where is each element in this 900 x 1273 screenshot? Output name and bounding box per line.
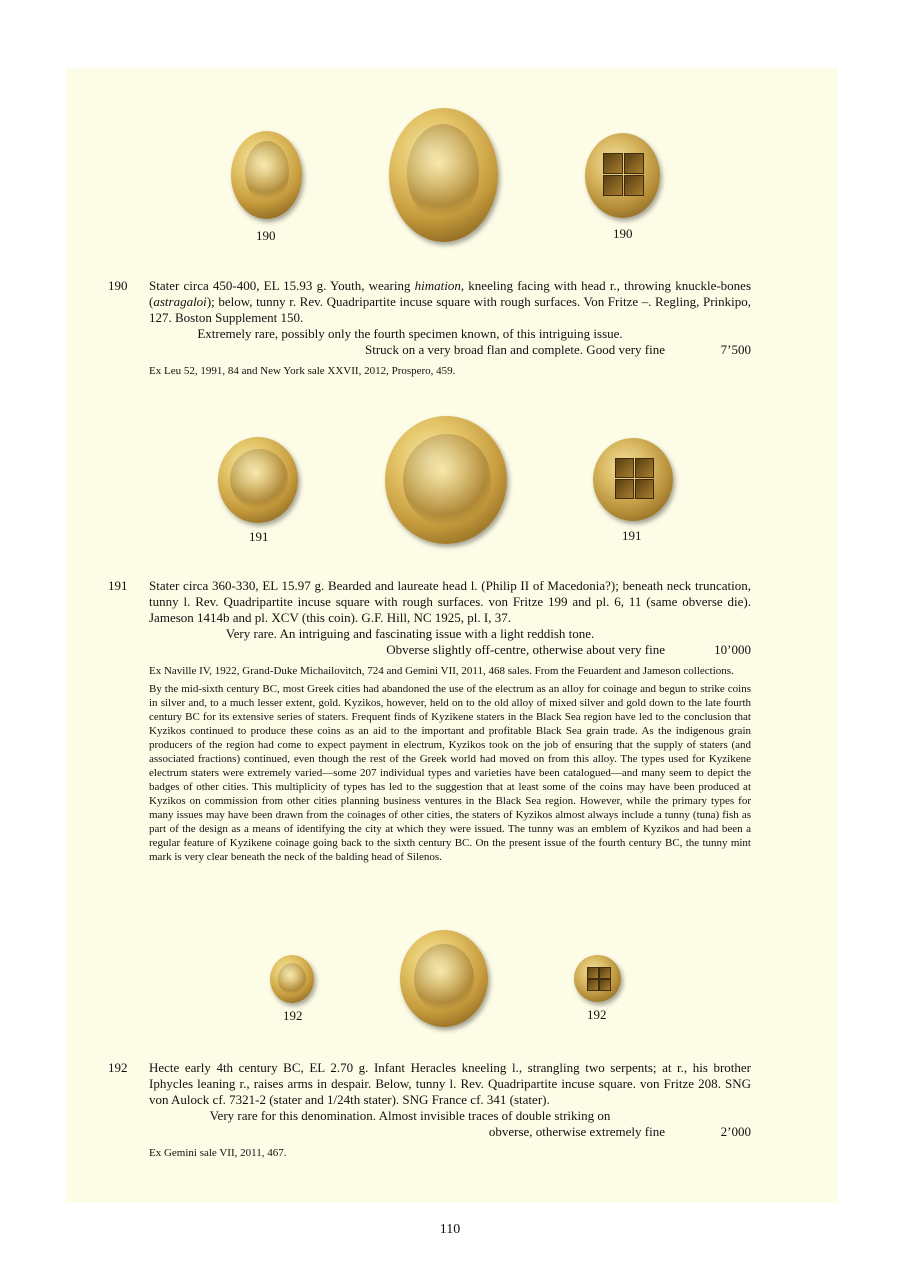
coin-190-reverse (585, 133, 660, 218)
lot-condition: Struck on a very broad flan and complete. Good very fine 7’500 (365, 342, 751, 357)
lot-190 (108, 278, 751, 378)
coin-191-obverse-small (218, 437, 298, 523)
lot-description: Hecte early 4th century BC, EL 2.70 g. Infant Heracles kneeling l., strangling two serpents; at r., his brother Iphycles leaning r., raises arms in despair. Below, tunny l. Rev. Quadripartite incuse square. von Fritze 208. SNG von Aulock cf. 7321-2 (stater and 1/24th stater). SNG France cf. 341 (stater). (149, 1060, 751, 1107)
lot-192 (108, 1060, 751, 1160)
coin-192-obverse-enlarged (400, 930, 488, 1027)
coin-191-reverse (593, 438, 673, 521)
lot-rarity: Extremely rare, possibly only the fourth specimen known, of this intriguing issue. (197, 326, 623, 341)
lot-rarity: Very rare for this denomination. Almost invisible traces of double striking on (209, 1108, 611, 1123)
lot-provenance: Ex Naville IV, 1922, Grand-Duke Michailovitch, 724 and Gemini VII, 2011, 468 sales. From the Feuardent and Jameson collections. (149, 665, 734, 677)
lot-description: Stater circa 450-400, EL 15.93 g. Youth, wearing himation, kneeling facing with head r., throwing knuckle-bones (astragaloi); below, tunny r. Rev. Quadripartite incuse square with rough surfaces. Von Fritze –. Regling, Prinkipo, 127. Boston Supplement 150. (149, 278, 752, 325)
coin-label-192-reverse: 192 (587, 1007, 607, 1022)
lot-191 (108, 578, 751, 864)
lot-provenance: Ex Leu 52, 1991, 84 and New York sale XXVII, 2012, Prospero, 459. (149, 365, 456, 377)
coin-label-191-obverse: 191 (249, 529, 269, 544)
lot-rarity: Very rare. An intriguing and fascinating issue with a light reddish tone. (225, 626, 595, 641)
coin-191-obverse-enlarged (385, 416, 507, 544)
coin-192-obverse-small (270, 955, 314, 1003)
lot-price: 10’000 (714, 642, 751, 657)
coin-label-190-reverse: 190 (613, 226, 633, 241)
lot-provenance: Ex Gemini sale VII, 2011, 467. (149, 1147, 287, 1159)
coin-label-192-obverse: 192 (283, 1008, 303, 1023)
coin-label-191-reverse: 191 (622, 528, 642, 543)
lot-price: 2’000 (720, 1124, 751, 1139)
lot-price: 7’500 (720, 342, 751, 357)
lot-description: Stater circa 360-330, EL 15.97 g. Bearded and laureate head l. (Philip II of Macedonia?); beneath neck truncation, tunny l. Rev. Quadripartite incuse square with rough surfaces. von Fritze 199 and pl. 6, 11 (same obverse die). Jameson 1414b and pl. XCV (this coin). G.F. Hill, NC 1925, pl. I, 37. (149, 578, 751, 625)
coin-190-obverse-small (231, 131, 302, 219)
page-number: 110 (439, 1222, 461, 1237)
coin-label-190-obverse: 190 (256, 228, 276, 243)
lot-essay: By the mid-sixth century BC, most Greek cities had abandoned the use of the electrum as an alloy for coinage and begun to strike coins in silver and, to a much lesser extent, gold. Kyzikos, however, held on to the old alloy of mixed silver and gold down to the late fourth century BC for its extensive series of staters. Frequent finds of Kyzikene staters in the Black Sea region have led to the conclusion that Kyzikos continued to produce these coins as an aid to the important and profitable Black Sea grain trade. As the indigenous grain producers of the region had come to expect payment in electrum, Kyzikos took on the job of ensuring that the supply of staters (and associated fractions) continued, even though the rest of the Greek world had moved on from this alloy. The types used for Kyzikene electrum staters were extremely varied—some 207 individual types and varieties have been catalogued—and many seem to depict the badges of other cities. This multiplicity of types has led to the suggestion that at least some of the coins may have been produced at Kyzikos on commission from other cities planning business ventures in the Black Sea region. However, while the primary types for many issues may have been drawn from the coinages of other cities, the staters of Kyzikos almost always include a tunny (tuna) fish as part of the design as a means of identifying the city at which they were issued. The tunny was an emblem of Kyzikos and had been a regular feature of Kyzikene coinage going back to the sixth century BC. On the present issue of the fourth century BC, the tunny mint mark is very clear beneath the neck of the balding head of Silenos. (149, 683, 751, 863)
coin-190-obverse-enlarged (389, 108, 498, 242)
lot-number: 191 (108, 578, 128, 593)
lot-condition: obverse, otherwise extremely fine 2’000 (488, 1124, 751, 1139)
lot-condition: Obverse slightly off-centre, otherwise about very fine 10’000 (386, 642, 751, 657)
coin-192-reverse (574, 955, 621, 1002)
lot-number: 192 (108, 1060, 128, 1075)
lot-number: 190 (108, 278, 128, 293)
